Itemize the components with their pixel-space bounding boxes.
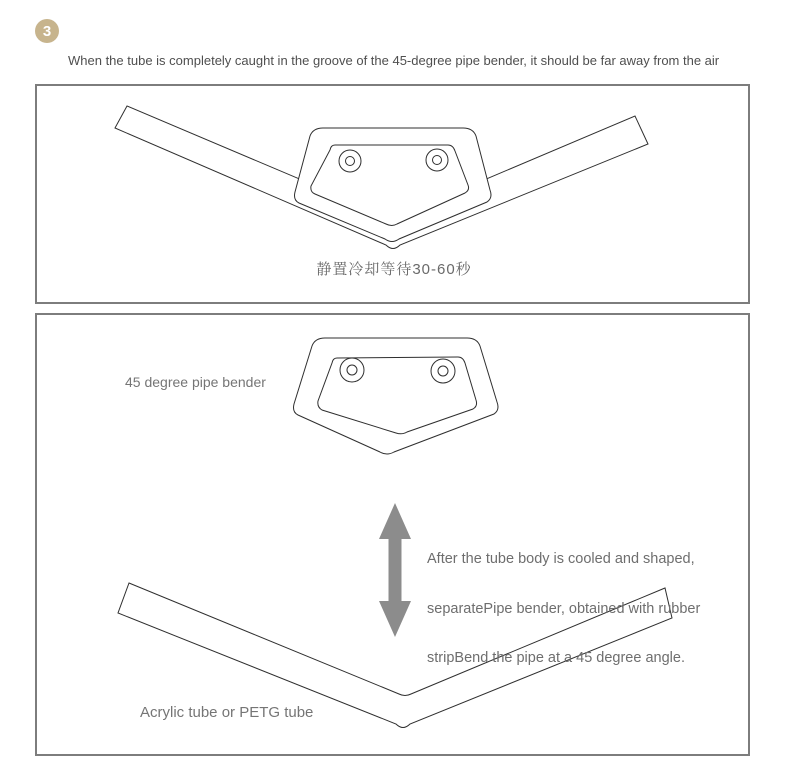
pipe-bender-outer-outline	[294, 338, 499, 454]
separation-note-line: stripBend the pipe at a 45 degree angle.	[427, 650, 685, 666]
panel-separate-step	[35, 313, 750, 756]
instruction-line: When the tube is completely caught in the groove of the 45-degree pipe bender, it should be far away from the air	[68, 53, 720, 68]
step-number-badge: 3	[35, 19, 59, 43]
separation-note-text	[427, 518, 737, 700]
separation-note-line: After the tube body is cooled and shaped,	[427, 551, 695, 567]
double-arrow-icon	[379, 503, 411, 637]
cooling-wait-caption: 静置冷却等待30-60秒	[316, 261, 472, 278]
separation-note-line: separatePipe bender, obtained with rubber	[427, 600, 701, 617]
panel-cooling-step	[35, 84, 750, 304]
tube-material-label: Acrylic tube or PETG tube	[140, 704, 314, 721]
pipe-bender-label: 45 degree pipe bender	[125, 374, 266, 390]
